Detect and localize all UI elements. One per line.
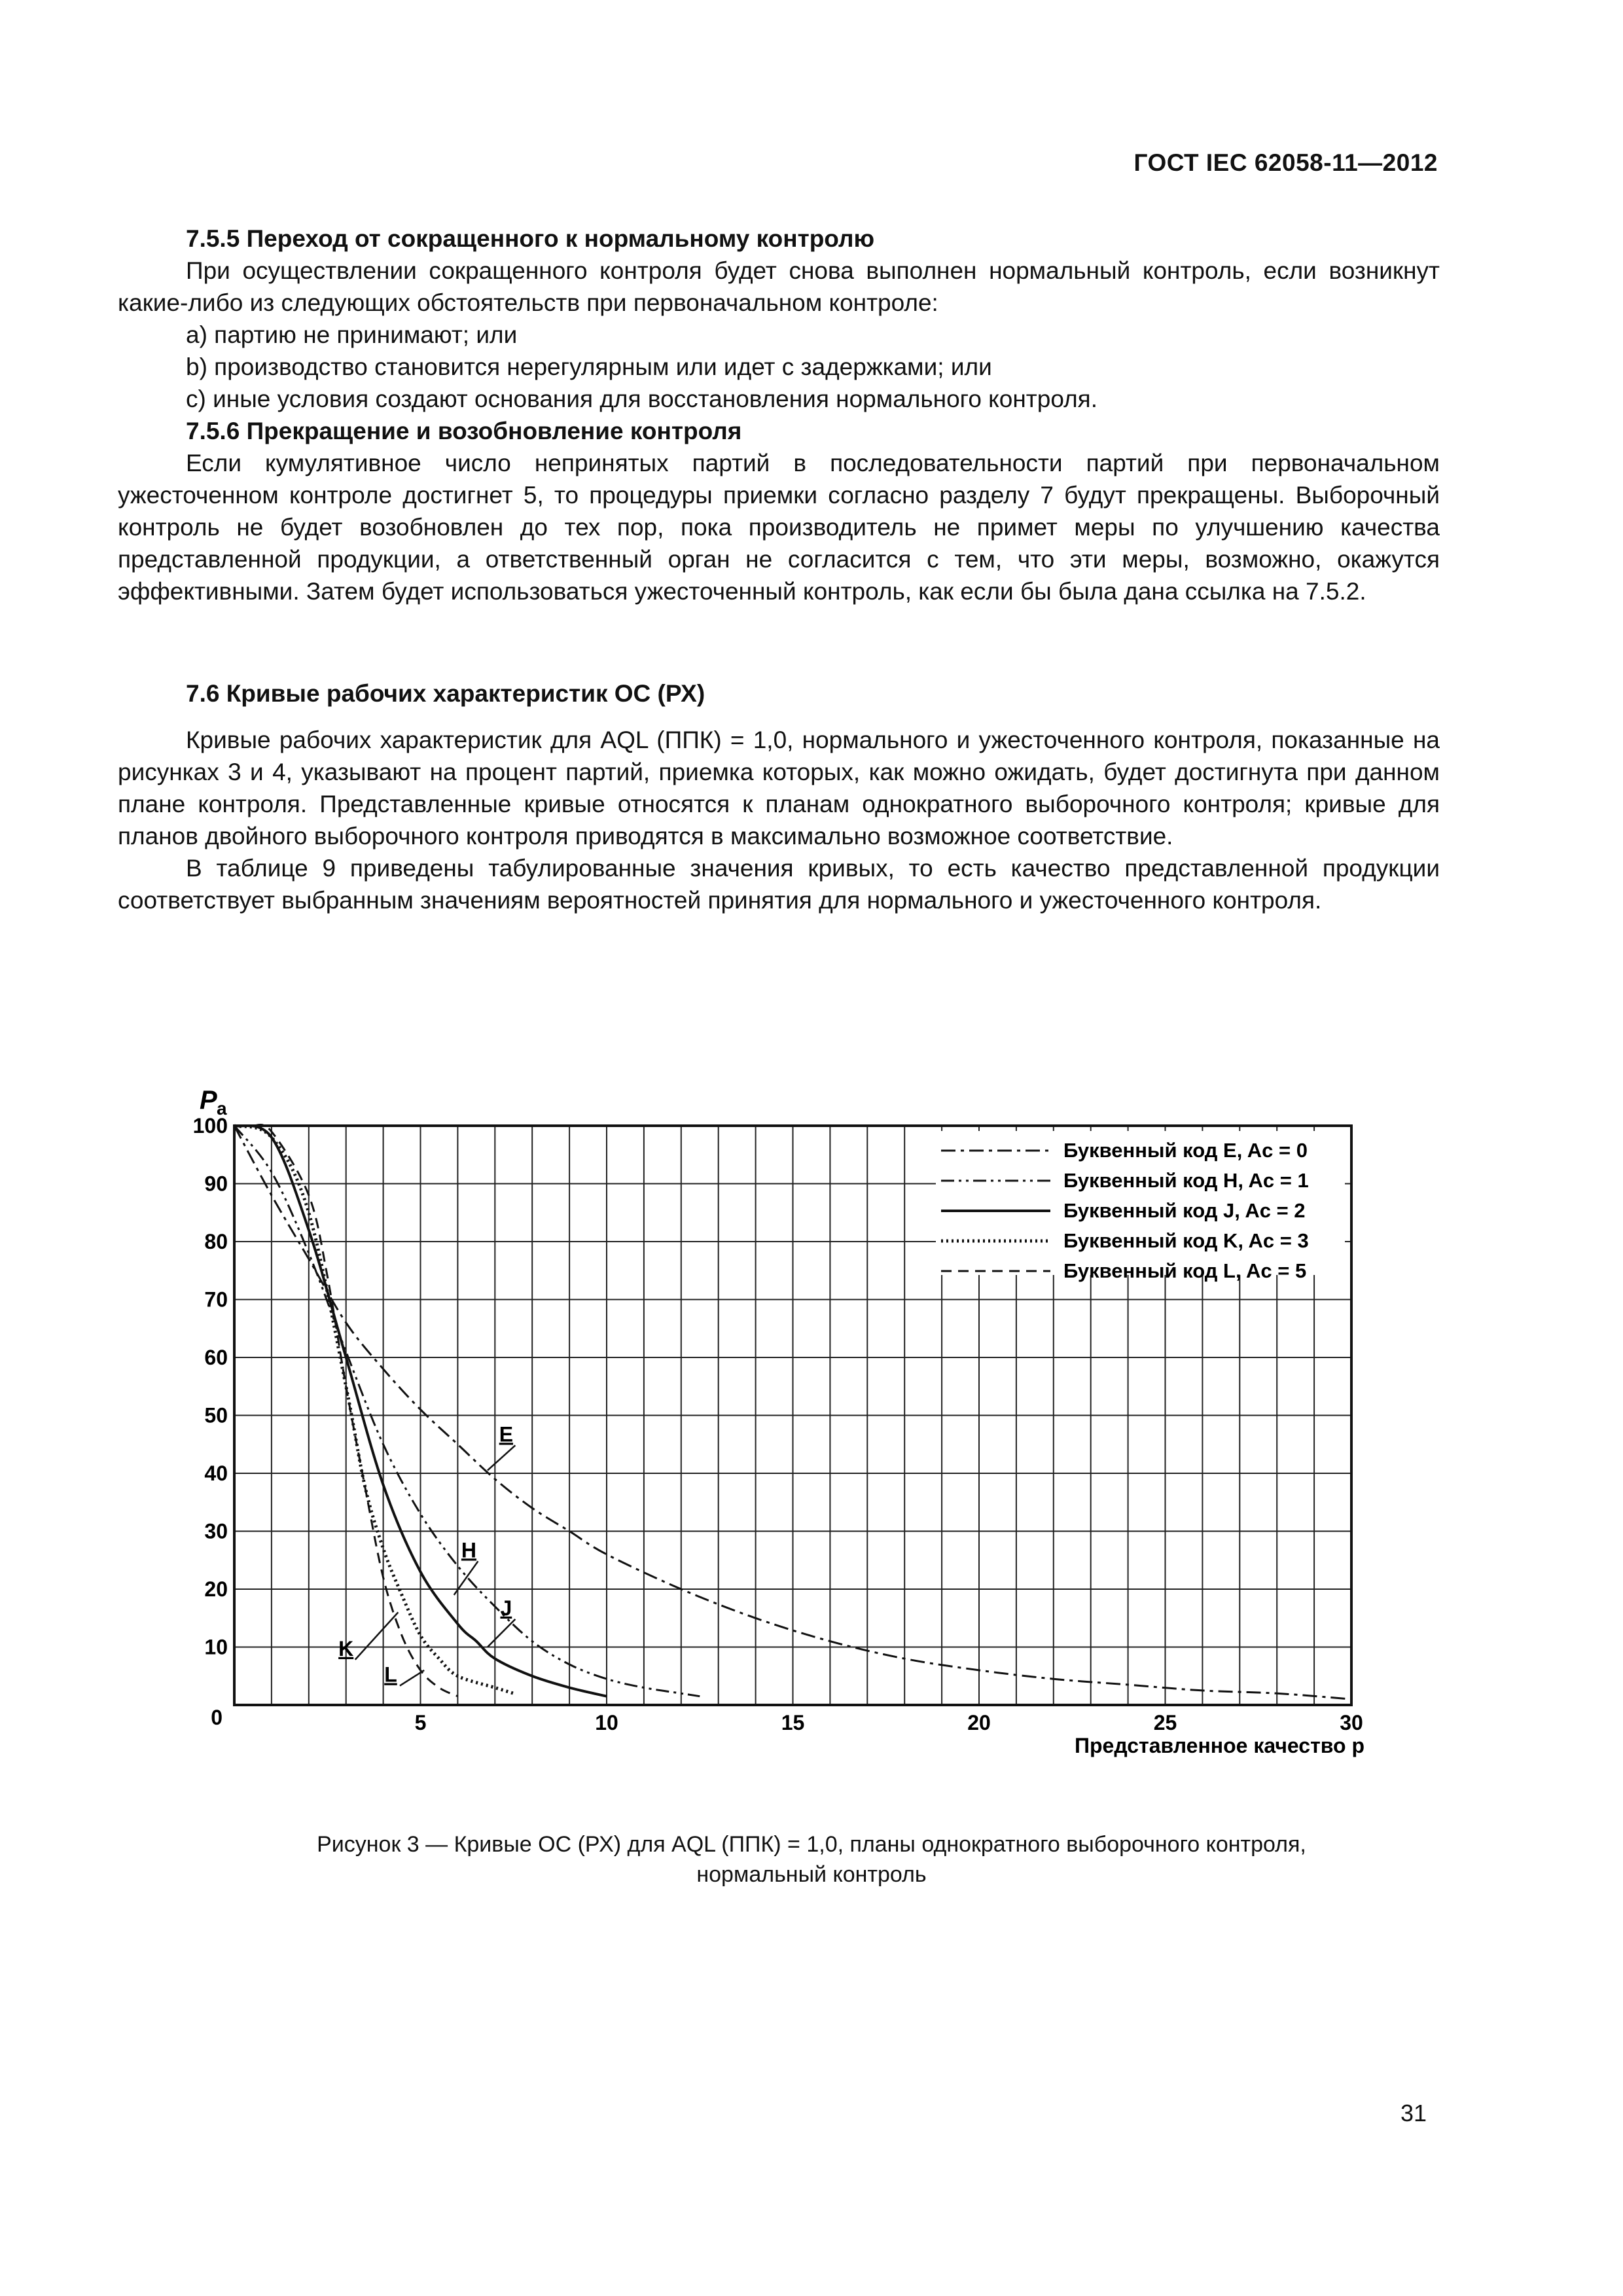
x-tick-label: 25	[1153, 1711, 1177, 1734]
legend-label: Буквенный код L, Ac = 5	[1063, 1259, 1307, 1282]
curve-tag-leader	[488, 1619, 515, 1647]
figure-caption-line: Рисунок 3 — Кривые ОС (РХ) для AQL (ППК) = 1,0, планы однократного выборочного контроля,	[317, 1832, 1306, 1857]
curve-tag-E: E	[499, 1422, 514, 1446]
series-curve-L	[253, 1124, 457, 1696]
curve-tag-L: L	[384, 1662, 397, 1687]
legend-label: Буквенный код K, Ac = 3	[1063, 1229, 1309, 1252]
figure-caption-line: нормальный контроль	[696, 1862, 927, 1887]
x-tick-label: 15	[781, 1711, 805, 1734]
paragraph: Если кумулятивное число непринятых партий в последовательности партий при первоначальном ужесточенном контроле достигнет 5, то процедуры приемки согласно разделу 7 будут прекращены. Выборочный контроль не будет возобновлен до тех пор, пока производитель не примет меры по улучшению качества представленной продукции, а ответственный орган не согласится с тем, что эти меры, возможно, окажутся эффективными. Затем будет использоваться ужесточенный контроль, как если бы была дана ссылка на 7.5.2.	[118, 450, 1440, 605]
chart-legend	[936, 1131, 1345, 1282]
list-item: c) иные условия создают основания для восстановления нормального контроля.	[186, 386, 1097, 412]
y-tick-label: 100	[192, 1114, 228, 1138]
y-tick-label: 70	[204, 1287, 228, 1312]
x-tick-label: 5	[414, 1711, 427, 1734]
figure-caption	[0, 1829, 1623, 1890]
section-7-5-5	[118, 223, 1440, 607]
y-tick-label: 80	[204, 1230, 228, 1253]
x-tick-label: 30	[1340, 1711, 1363, 1734]
section-title-7-5-5: 7.5.5 Переход от сокращенного к нормальному контролю	[186, 225, 875, 252]
y-axis-label: P	[200, 1086, 217, 1115]
oc-curves-chart	[0, 1060, 1623, 1780]
x-tick-label: 20	[967, 1711, 991, 1734]
y-tick-label: 50	[204, 1403, 228, 1427]
paragraph: При осуществлении сокращенного контроля будет снова выполнен нормальный контроль, если возникнут какие-либо из следующих обстоятельств при первоначальном контроле:	[118, 257, 1440, 316]
curve-tag-K: K	[338, 1636, 354, 1660]
legend-label: Буквенный код E, Ac = 0	[1063, 1139, 1308, 1162]
section-title-7-5-6: 7.5.6 Прекращение и возобновление контроля	[186, 418, 742, 444]
x-axis-label: Представленное качество p	[1074, 1734, 1364, 1757]
curve-tag-leader	[355, 1612, 399, 1659]
section-title-7-6: 7.6 Кривые рабочих характеристик ОС (РХ)	[186, 680, 705, 707]
y-tick-label: 90	[204, 1172, 228, 1196]
paragraph: В таблице 9 приведены табулированные значения кривых, то есть качество представленной продукции соответствует выбранным значениям вероятностей принятия для нормального и ужесточенного контроля.	[118, 855, 1440, 914]
y-tick-label: 40	[204, 1462, 228, 1485]
curve-tag-J: J	[500, 1596, 512, 1620]
curve-tag-leader	[488, 1445, 515, 1470]
y-tick-label: 20	[204, 1577, 228, 1601]
origin-label: 0	[211, 1706, 223, 1729]
series-curve-K	[234, 1126, 514, 1693]
list-item: b) производство становится нерегулярным или идет с задержками; или	[186, 353, 992, 380]
y-tick-label: 60	[204, 1346, 228, 1369]
document-id-header: ГОСТ IEC 62058-11—2012	[1133, 149, 1438, 176]
y-tick-label: 10	[204, 1635, 228, 1659]
page-number: 31	[1400, 2100, 1427, 2126]
list-item: a) партию не принимают; или	[186, 321, 518, 348]
section-7-6	[118, 677, 1440, 916]
paragraph: Кривые рабочих характеристик для AQL (ППК) = 1,0, нормального и ужесточенного контроля, показанные на рисунках 3 и 4, указывают на процент партий, приемка которых, как можно ожидать, будет достигнута при данном плане контроля. Представленные кривые относятся к планам однократного выборочного контроля; кривые для планов двойного выборочного контроля приводятся в максимально возможное соответствие.	[118, 726, 1440, 850]
series-curve-H	[234, 1126, 700, 1696]
legend-label: Буквенный код H, Ac = 1	[1063, 1169, 1309, 1192]
x-tick-label: 10	[595, 1711, 618, 1734]
y-tick-label: 30	[204, 1519, 228, 1543]
y-axis-label-subscript: a	[217, 1098, 227, 1119]
legend-label: Буквенный код J, Ac = 2	[1063, 1199, 1306, 1222]
curve-tag-H: H	[461, 1538, 477, 1562]
